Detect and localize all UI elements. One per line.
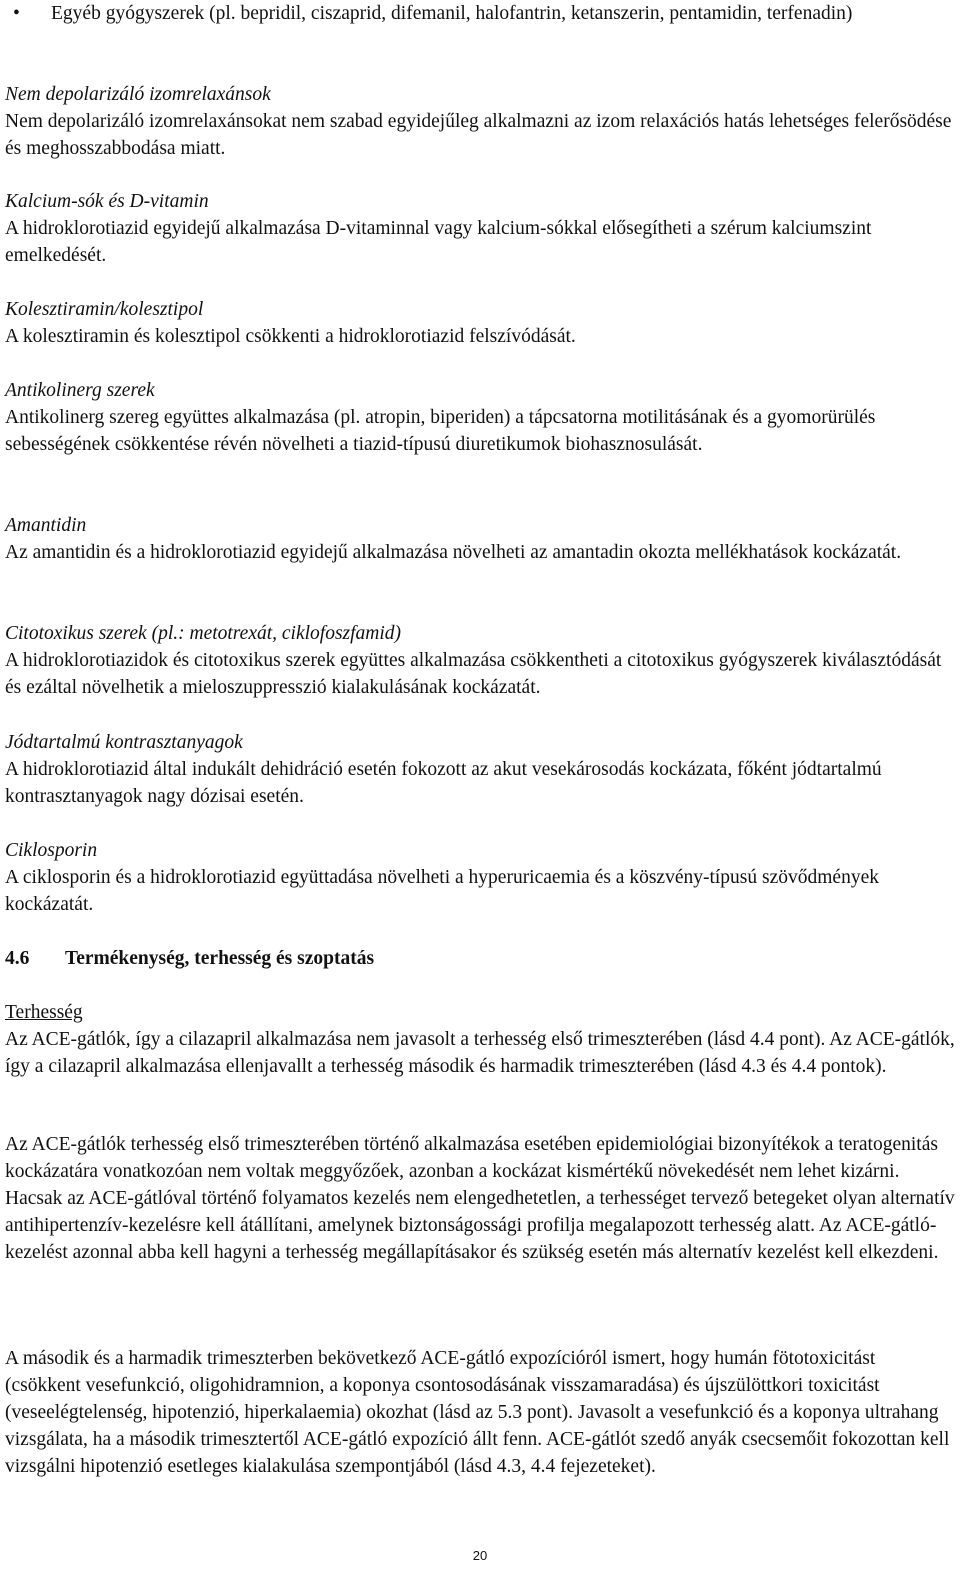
section-body: A hidroklorotiazid egyidejű alkalmazása D-vitaminnal vagy kalcium-sókkal elősegítheti a szérum kalciumszint emelkedését.	[5, 218, 872, 266]
section-ciclosporin	[5, 837, 955, 918]
section-calcium	[5, 188, 955, 269]
section-heading: Ciklosporin	[5, 840, 98, 861]
section-cytotoxic	[5, 620, 955, 701]
page-number: 20	[472, 1548, 488, 1563]
pregnancy-paragraph-3-block	[5, 1345, 955, 1480]
section-anticholinergic	[5, 377, 955, 458]
section-body: A hidroklorotiazid által indukált dehidráció esetén fokozott az akut vesekárosodás kockázata, főként jódtartalmú kontrasztanyagok nagy dózisai esetén.	[5, 759, 882, 807]
section-body: Antikolinerg szereg együttes alkalmazása (pl. atropin, biperiden) a tápcsatorna motilitásának és a gyomorürülés sebességének csökkentése révén növelheti a tiazid-típusú diuretikumok biohasznosulását.	[5, 407, 876, 455]
section-heading: Kolesztiramin/kolesztipol	[5, 299, 204, 320]
pregnancy-heading: Terhesség	[5, 1002, 83, 1023]
section-title	[5, 945, 955, 972]
pregnancy-paragraph-2-block	[5, 1131, 955, 1266]
section-heading: Jódtartalmú kontrasztanyagok	[5, 732, 243, 753]
section-body: Az amantidin és a hidroklorotiazid egyidejű alkalmazása növelheti az amantadin okozta mellékhatások kockázatát.	[5, 542, 902, 563]
pregnancy-paragraph-1: Az ACE-gátlók, így a cilazapril alkalmazása nem javasolt a terhesség első trimeszterében (lásd 4.4 pont). Az ACE-gátlók, így a cilazapril alkalmazása ellenjavallt a terhesség második és harmadik trimeszterében (lásd 4.3 és 4.4 pontok).	[5, 1029, 955, 1077]
section-body: A hidroklorotiazidok és citotoxikus szerek együttes alkalmazása csökkentheti a citotoxikus gyógyszerek kiválasztódását és ezáltal növelhetik a mieloszuppresszió kialakulásának kockázatát.	[5, 650, 942, 698]
bullet-icon: •	[13, 3, 20, 24]
pregnancy-paragraph-3: A második és a harmadik trimeszterben bekövetkező ACE-gátló expozícióról ismert, hogy humán fötotoxicitást (csökkent vesefunkció, oligohidramnion, a koponya csontosodásának visszamaradása) és újszülöttkori toxicitást (veseelégtelenség, hipotenzió, hiperkalaemia) okozhat (lásd az 5.3 pont). Javasolt a vesefunkció és a koponya ultrahang vizsgálata, ha a második trimesztertől ACE-gátló expozíció állt fenn. ACE-gátlót szedő anyák csecsemőit fokozottan kell vizsgálni hipotenzió esetleges kialakulása szempontjából (lásd 4.3, 4.4 fejezeteket).	[5, 1348, 950, 1477]
section-body: A kolesztiramin és kolesztipol csökkenti a hidroklorotiazid felszívódását.	[5, 326, 576, 347]
pregnancy-paragraph-2: Az ACE-gátlók terhesség első trimeszterében történő alkalmazása esetében epidemiológiai bizonyítékok a teratogenitás kockázatára vonatkozóan nem voltak meggyőzőek, azonban a kockázat kismértékű növekedését nem lehet kizárni. Hacsak az ACE-gátlóval történő folyamatos kezelés nem elengedhetetlen, a terhességet tervező betegeket olyan alternatív antihipertenzív-kezelésre kell átállítani, amelynek biztonságossági profilja megalapozott terhesség alatt. Az ACE-gátló-kezelést azonnal abba kell hagyni a terhesség megállapításakor és szükség esetén más alternatív kezelést kell elkezdeni.	[5, 1134, 955, 1263]
section-iodine-contrast	[5, 729, 955, 810]
section-heading: Nem depolarizáló izomrelaxánsok	[5, 84, 271, 105]
section-heading: Kalcium-sók és D-vitamin	[5, 191, 209, 212]
section-body: A ciklosporin és a hidroklorotiazid együttadása növelheti a hyperuricaemia és a köszvény-típusú szövődmények kockázatát.	[5, 867, 879, 915]
section-heading: Citotoxikus szerek (pl.: metotrexát, ciklofoszfamid)	[5, 623, 402, 644]
section-number: 4.6	[5, 948, 30, 969]
section-cholestyramine	[5, 296, 955, 350]
section-heading: Antikolinerg szerek	[5, 380, 155, 401]
pregnancy-block	[5, 999, 955, 1080]
section-amantadine	[5, 512, 955, 566]
section-nondepolarizing	[5, 81, 955, 162]
bullet-text: Egyéb gyógyszerek (pl. bepridil, ciszaprid, difemanil, halofantrin, ketanszerin, pentamidin, terfenadin)	[51, 3, 853, 24]
section-heading: Amantidin	[5, 515, 87, 536]
section-title-text: Termékenység, terhesség és szoptatás	[65, 948, 375, 969]
section-body: Nem depolarizáló izomrelaxánsokat nem szabad egyidejűleg alkalmazni az izom relaxációs hatás lehetséges felerősödése és meghosszabbodása miatt.	[5, 111, 952, 159]
